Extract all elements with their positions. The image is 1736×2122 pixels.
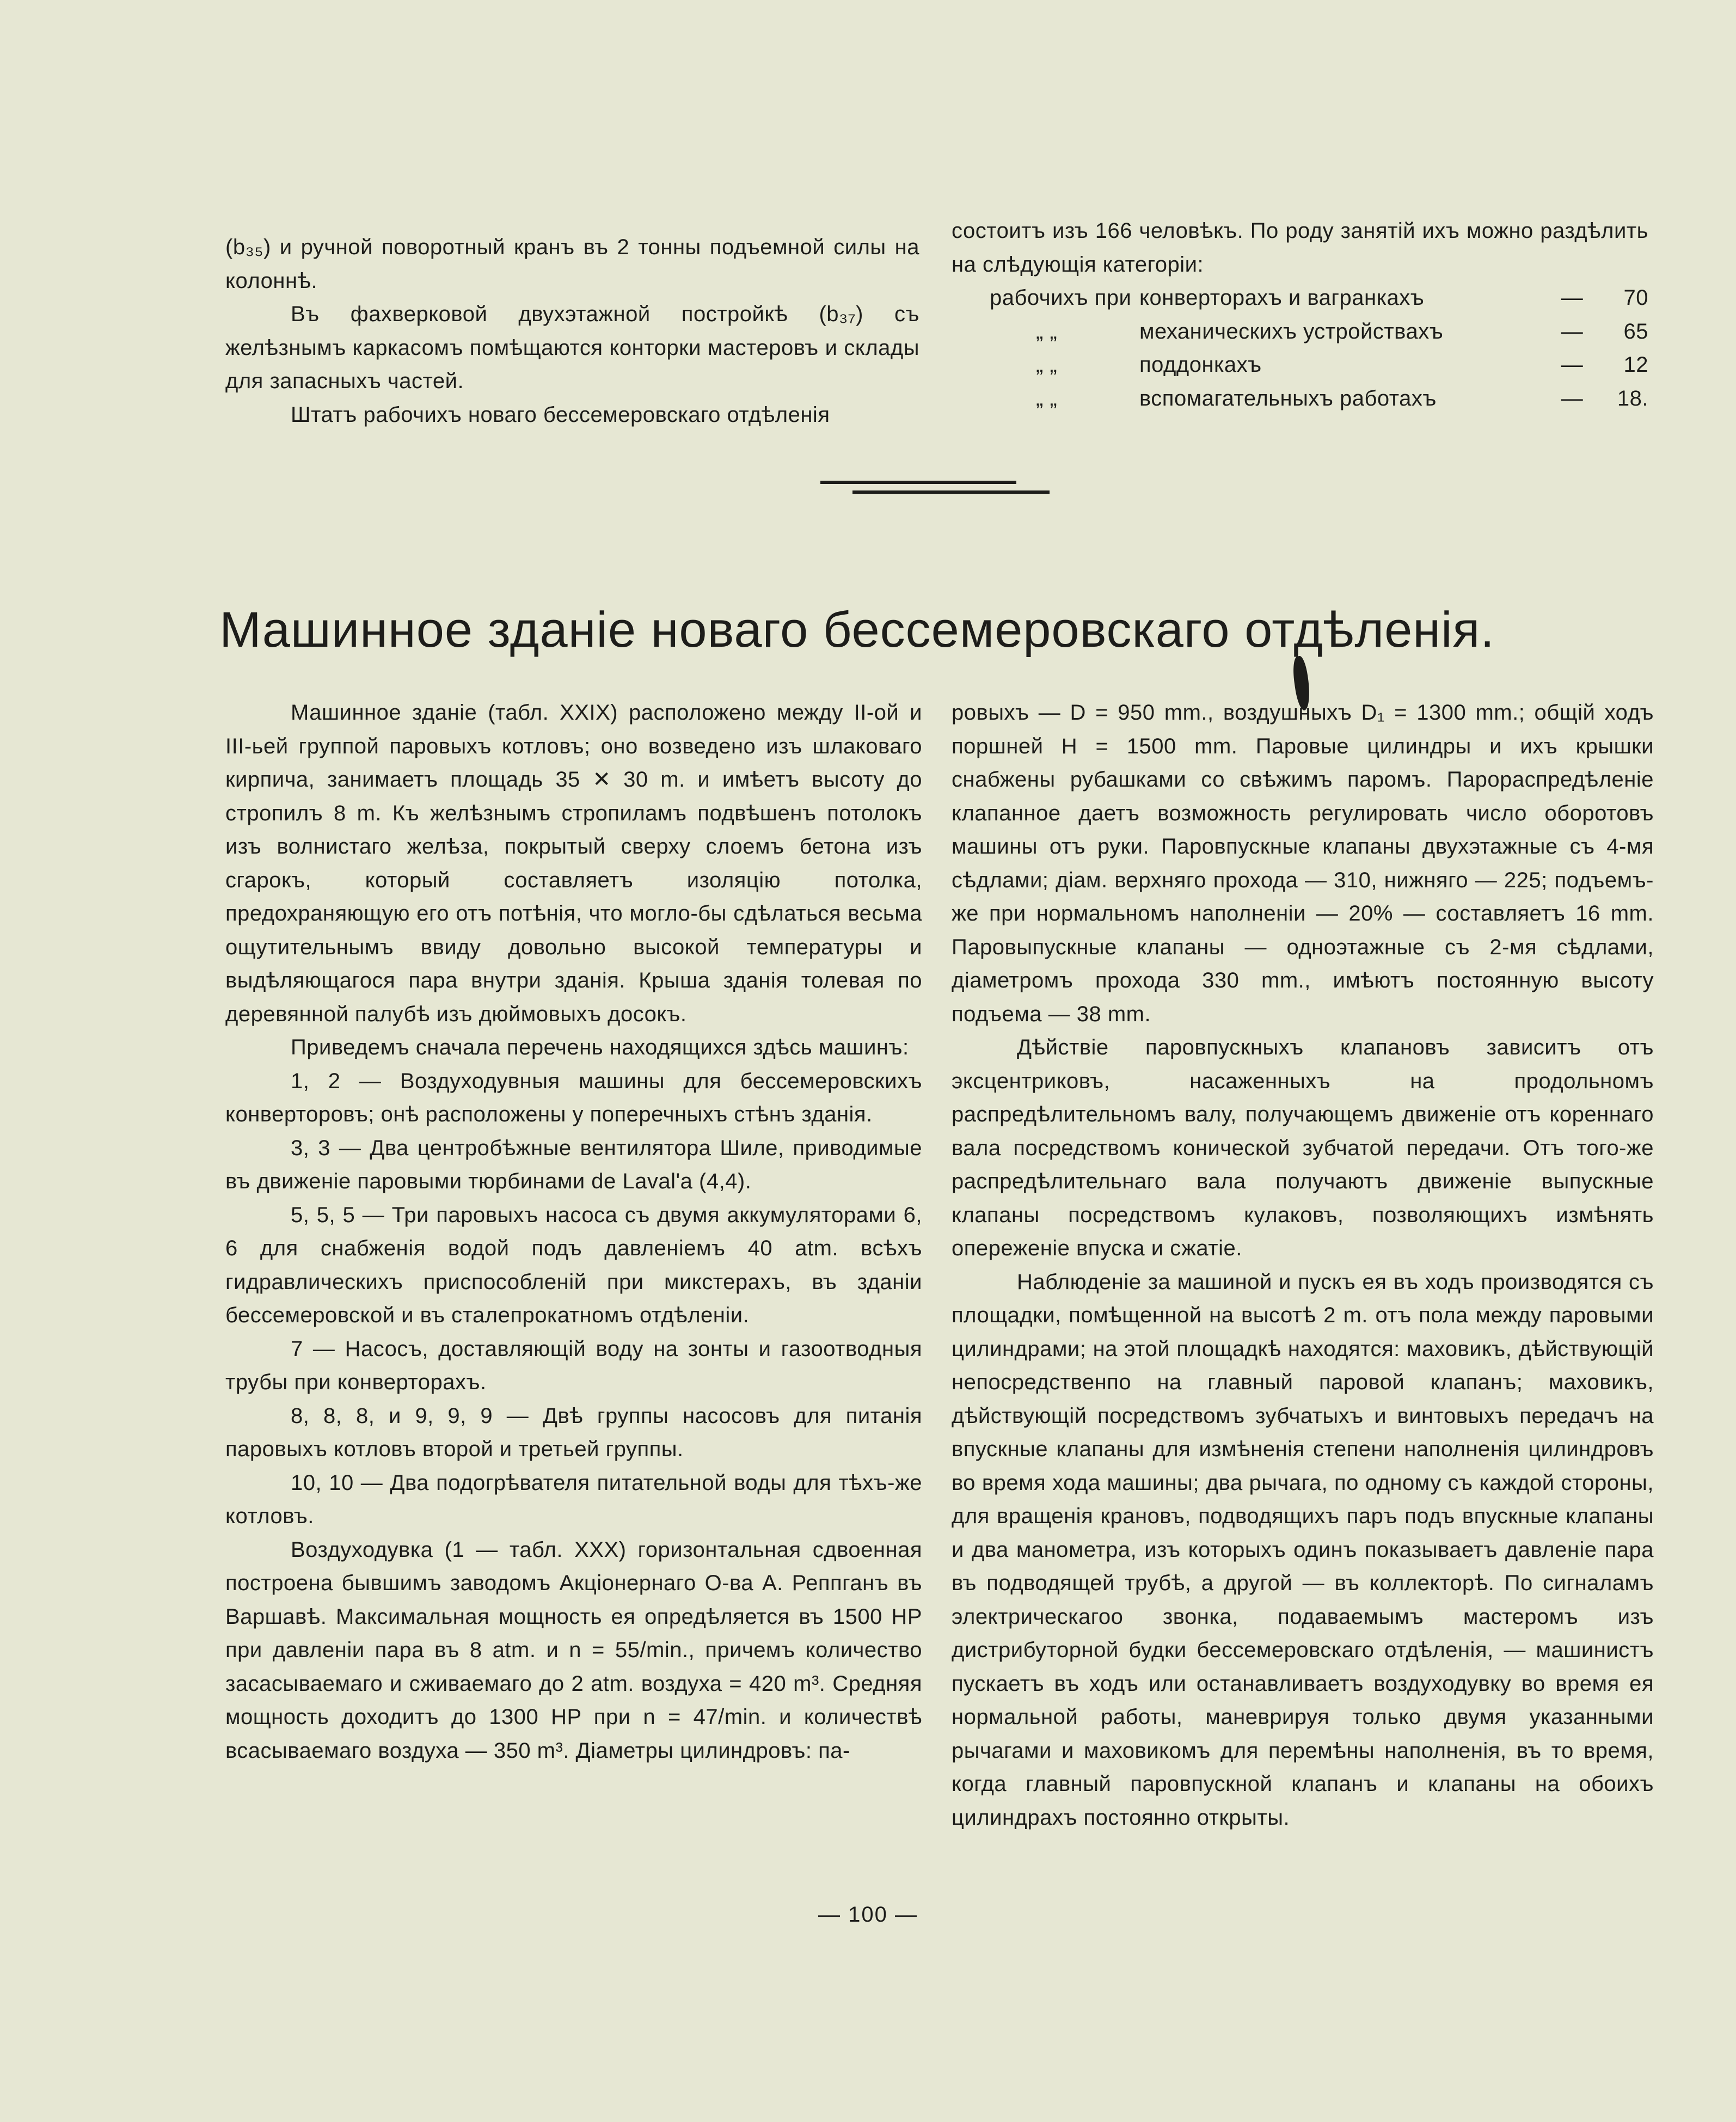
list-item <box>952 281 1648 315</box>
paragraph: 3, 3 — Два центробѣжные вентилятора Шиле, приводимые въ движеніе паровыми тюрбинами de Laval'а (4,4). <box>225 1136 922 1193</box>
paragraph: Воздуходувка (1 — табл. XXX) горизонтальная сдвоенная построена бывшимъ заводомъ Акціонернаго О-ва А. Реппганъ въ Варшавѣ. Максимальная мощность ея опредѣляется въ 1500 HP при давленіи пара въ 8 atm. и n = 55/min., причемъ количество засасываемаго и сживаемаго до 2 atm. воздуха = 420 m³. Средняя мощность доходитъ до 1300 HP при n = 47/min. и количествѣ всасываемаго воздуха — 350 m³. Діаметры цилиндровъ: па- <box>225 1537 922 1763</box>
worker-categories-list <box>952 281 1648 415</box>
category-count: 65 <box>1623 319 1648 344</box>
paragraph: (b₃₅) и ручной поворотный кранъ въ 2 тонны подъемной силы на колоннѣ. <box>225 235 919 293</box>
top-left-column <box>225 231 919 432</box>
category-name: поддонкахъ <box>1139 353 1262 377</box>
paragraph: 5, 5, 5 — Три паровыхъ насоса съ двумя аккумуляторами 6, 6 для снабженія водой подъ давленіемъ 40 atm. всѣхъ гидравлическихъ приспособленій при микстерахъ, въ зданіи бессемеровской и въ сталепрокатномъ отдѣленіи. <box>225 1203 922 1327</box>
main-left-column <box>225 696 922 1768</box>
category-prefix: „ „ <box>1036 386 1058 410</box>
paragraph: состоитъ изъ 166 человѣкъ. По роду занятій ихъ можно раздѣлить на слѣдующія категоріи: <box>952 219 1648 277</box>
category-dash: — <box>1561 386 1584 410</box>
category-count: 70 <box>1623 286 1648 310</box>
paragraph: Машинное зданіе (табл. XXIX) расположено между II-ой и III-ьей группой паровыхъ котловъ; оно возведено изъ шлаковаго кирпича, занимаетъ площадь 35 ✕ 30 m. и имѣетъ высоту до стропилъ 8 m. Къ желѣзнымъ стропиламъ подвѣшенъ потолокъ изъ волнистаго желѣза, покрытый сверху слоемъ бетона изъ сгарокъ, который составляетъ изоляцію потолка, предохраняющую его отъ потѣнія, что могло-бы сдѣлаться весьма ощутительнымъ ввиду довольно высокой температуры и выдѣляющагося пара внутри зданія. Крыша зданія толевая по деревянной палубѣ изъ дюймовыхъ досокъ. <box>225 701 922 1026</box>
section-title: Машинное зданіе новаго бессемеровскаго отдѣленія. <box>219 602 1495 658</box>
category-name: конверторахъ и вагранкахъ <box>1139 286 1425 310</box>
main-right-column <box>952 696 1654 1835</box>
category-prefix: „ „ <box>1036 319 1058 344</box>
paragraph: Приведемъ сначала перечень находящихся здѣсь машинъ: <box>291 1035 909 1059</box>
top-right-column <box>952 214 1648 415</box>
category-name: вспомагательныхъ работахъ <box>1139 386 1437 410</box>
paragraph: Наблюденіе за машиной и пускъ ея въ ходъ производятся съ площадки, помѣщенной на высотѣ 2 m. отъ пола между паровыми цилиндрами; на этой площадкѣ находятся: маховикъ, дѣйствующій непосредственпо на главный паровой клапанъ; маховикъ, дѣйствующій посредствомъ зубчатыхъ и винтовыхъ передачъ на впускные клапаны для измѣненія степени наполненія цилиндровъ во время хода машины; два рычага, по одному съ каждой стороны, для вращенія крановъ, подводящихъ паръ подъ впускные клапаны и два манометра, изъ которыхъ одинъ показываетъ давленіе пара въ подводящей трубѣ, а другой — въ коллекторѣ. По сигналамъ электрическагоо звонка, подаваемымъ мастеромъ изъ дистрибуторной будки бессемеровскаго отдѣленія, — машинистъ пускаетъ въ ходъ или останавливаетъ воздуходувку во время ея нормальной работы, маневрируя только двумя указанными рычагами и маховикомъ для перемѣны наполненія, въ то время, когда главный паровпускной клапанъ и клапаны на обоихъ цилиндрахъ постоянно открыты. <box>952 1269 1654 1830</box>
list-item <box>952 348 1648 382</box>
paragraph: 10, 10 — Два подогрѣвателя питательной воды для тѣхъ-же котловъ. <box>225 1470 922 1528</box>
paragraph: 7 — Насосъ, доставляющій воду на зонты и газоотводныя трубы при конверторахъ. <box>225 1336 922 1394</box>
category-count: 12 <box>1623 353 1648 377</box>
paragraph: Въ фахверковой двухэтажной постройкѣ (b₃₇) съ желѣзнымъ каркасомъ помѣщаются конторки мастеровъ и склады для запасныхъ частей. <box>225 302 919 393</box>
section-divider-lower <box>852 490 1050 494</box>
category-prefix: „ „ <box>1036 353 1058 377</box>
category-prefix: рабочихъ при <box>990 286 1132 310</box>
paragraph: Штатъ рабочихъ новаго бессемеровскаго отдѣленія <box>291 402 830 427</box>
category-count: 18. <box>1617 386 1648 410</box>
category-dash: — <box>1561 353 1584 377</box>
category-dash: — <box>1561 286 1584 310</box>
list-item <box>952 382 1648 416</box>
section-divider-upper <box>820 481 1016 484</box>
paragraph: 8, 8, 8, и 9, 9, 9 — Двѣ группы насосовъ для питанія паровыхъ котловъ второй и третьей группы. <box>225 1403 922 1461</box>
paragraph: 1, 2 — Воздуходувныя машины для бессемеровскихъ конверторовъ; онѣ расположены у поперечныхъ стѣнъ зданія. <box>225 1069 922 1126</box>
paragraph: Дѣйствіе паровпускныхъ клапановъ зависитъ отъ эксцентриковъ, насаженныхъ на продольномъ распредѣлительномъ валу, получающемъ движеніе отъ кореннаго вала посредствомъ конической зубчатой передачи. Отъ того-же распредѣлительнаго вала получаютъ движеніе выпускные клапаны посредствомъ кулаковъ, позволяющихъ измѣнять опереженіе впуска и сжатіе. <box>952 1035 1654 1260</box>
category-dash: — <box>1561 319 1584 344</box>
paragraph: ровыхъ — D = 950 mm., воздушныхъ D₁ = 1300 mm.; общій ходъ поршней H = 1500 mm. Паровые цилиндры и ихъ крышки снабжены рубашками со свѣжимъ паромъ. Парораспредѣленіе клапанное даетъ возможность регулировать число оборотовъ машины отъ руки. Паровпускные клапаны двухэтажные съ 4-мя сѣдлами; діам. верхняго прохода — 310, нижняго — 225; подъемъ-же при нормальномъ наполненіи — 20% — составляетъ 16 mm. Паровыпускные клапаны — одноэтажные съ 2-мя сѣдлами, діаметромъ прохода 330 mm., имѣютъ постоянную высоту подъема — 38 mm. <box>952 701 1654 1026</box>
list-item <box>952 315 1648 349</box>
page-number: — 100 — <box>818 1903 918 1927</box>
category-name: механическихъ устройствахъ <box>1139 319 1444 344</box>
